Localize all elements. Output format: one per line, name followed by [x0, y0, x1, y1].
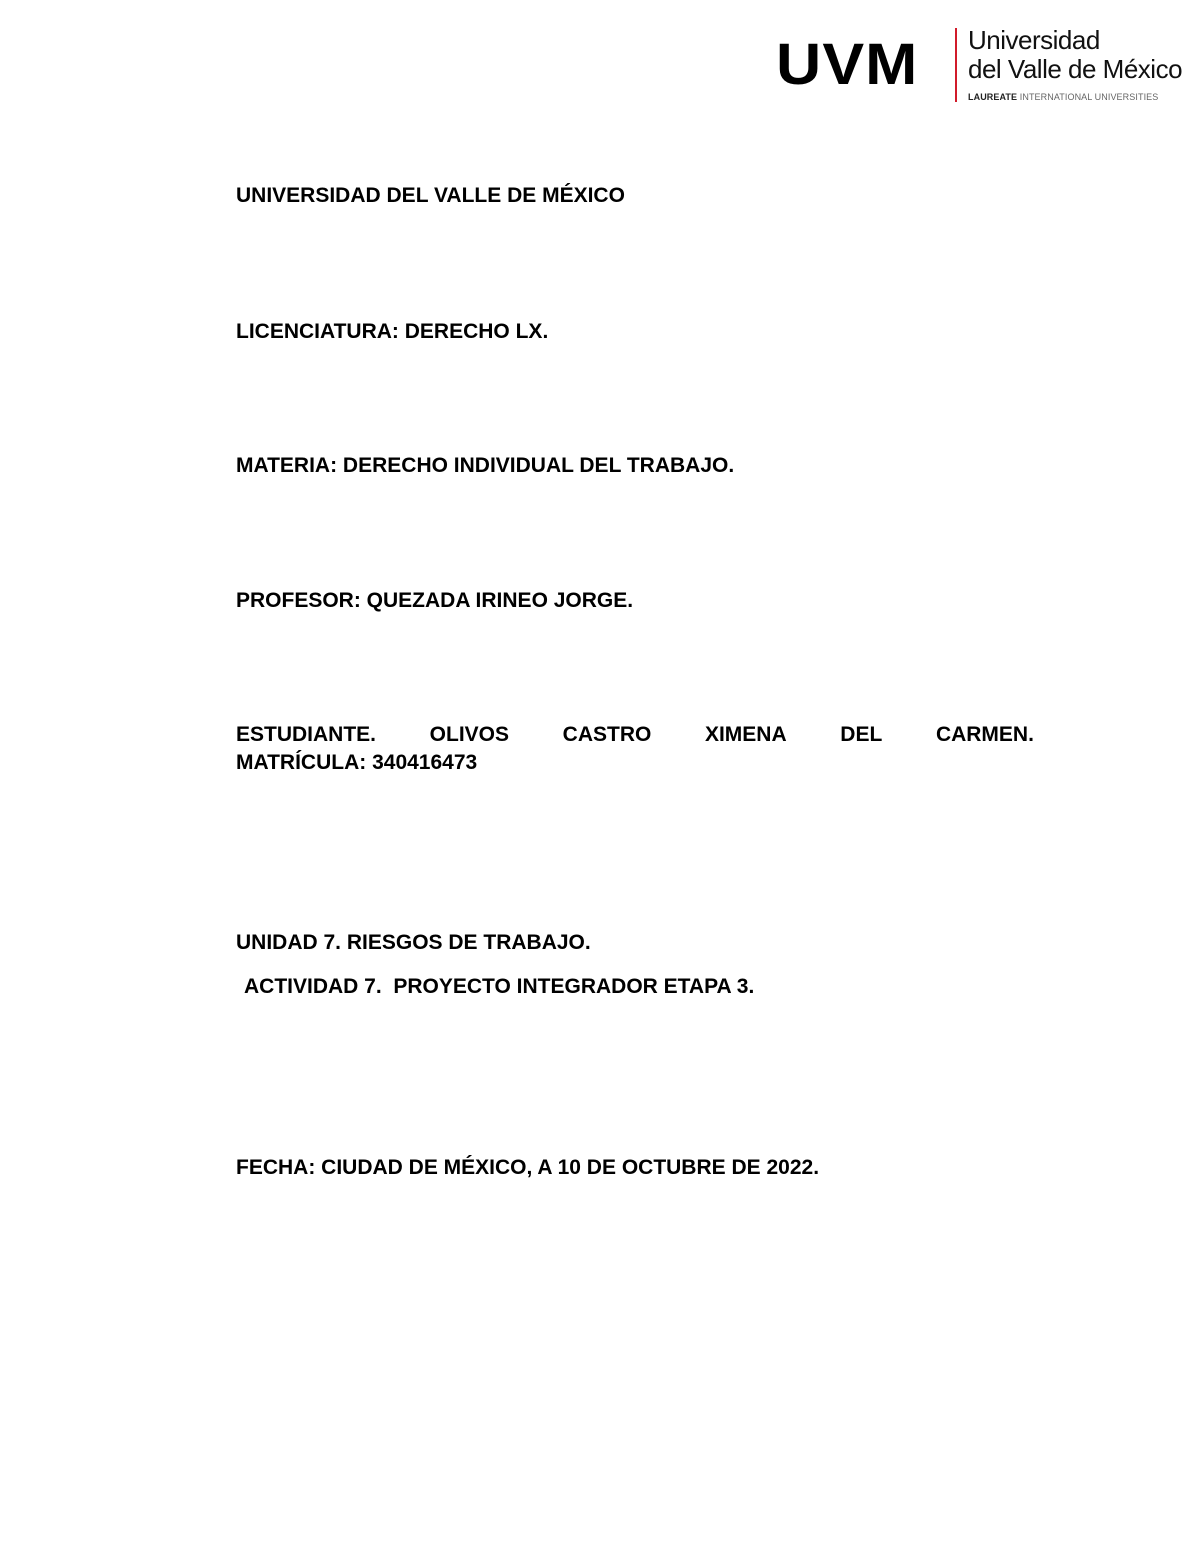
- logo-tagline-rest: INTERNATIONAL UNIVERSITIES: [1019, 92, 1159, 102]
- enrollment-line: MATRÍCULA: 340416473: [236, 751, 478, 774]
- logo-tagline-bold: LAUREATE: [968, 92, 1018, 102]
- logo-divider: [955, 28, 957, 102]
- activity-line: ACTIVIDAD 7. PROYECTO INTEGRADOR ETAPA 3.: [244, 975, 755, 998]
- logo-name: [968, 26, 1182, 84]
- student-word: DEL: [840, 723, 883, 746]
- university-title: UNIVERSIDAD DEL VALLE DE MÉXICO: [236, 184, 625, 207]
- student-word: CARMEN.: [935, 723, 1034, 746]
- logo-mark: UVM: [776, 32, 919, 97]
- subject-line: MATERIA: DERECHO INDIVIDUAL DEL TRABAJO.: [236, 454, 735, 477]
- uvm-logo: [776, 22, 1183, 108]
- degree-line: LICENCIATURA: DERECHO LX.: [236, 320, 549, 343]
- student-word: OLIVOS: [429, 723, 510, 746]
- student-word: XIMENA: [704, 723, 787, 746]
- logo-tagline: [968, 92, 1158, 102]
- professor-line: PROFESOR: QUEZADA IRINEO JORGE.: [236, 589, 634, 612]
- logo-name-line1: Universidad: [968, 25, 1100, 55]
- student-word: CASTRO: [562, 723, 652, 746]
- unit-line: UNIDAD 7. RIESGOS DE TRABAJO.: [236, 931, 591, 954]
- logo-name-line2: del Valle de México: [968, 54, 1183, 84]
- date-line: FECHA: CIUDAD DE MÉXICO, A 10 DE OCTUBRE DE 2022.: [236, 1156, 820, 1179]
- student-word: ESTUDIANTE.: [236, 723, 377, 746]
- student-line: [236, 721, 1034, 749]
